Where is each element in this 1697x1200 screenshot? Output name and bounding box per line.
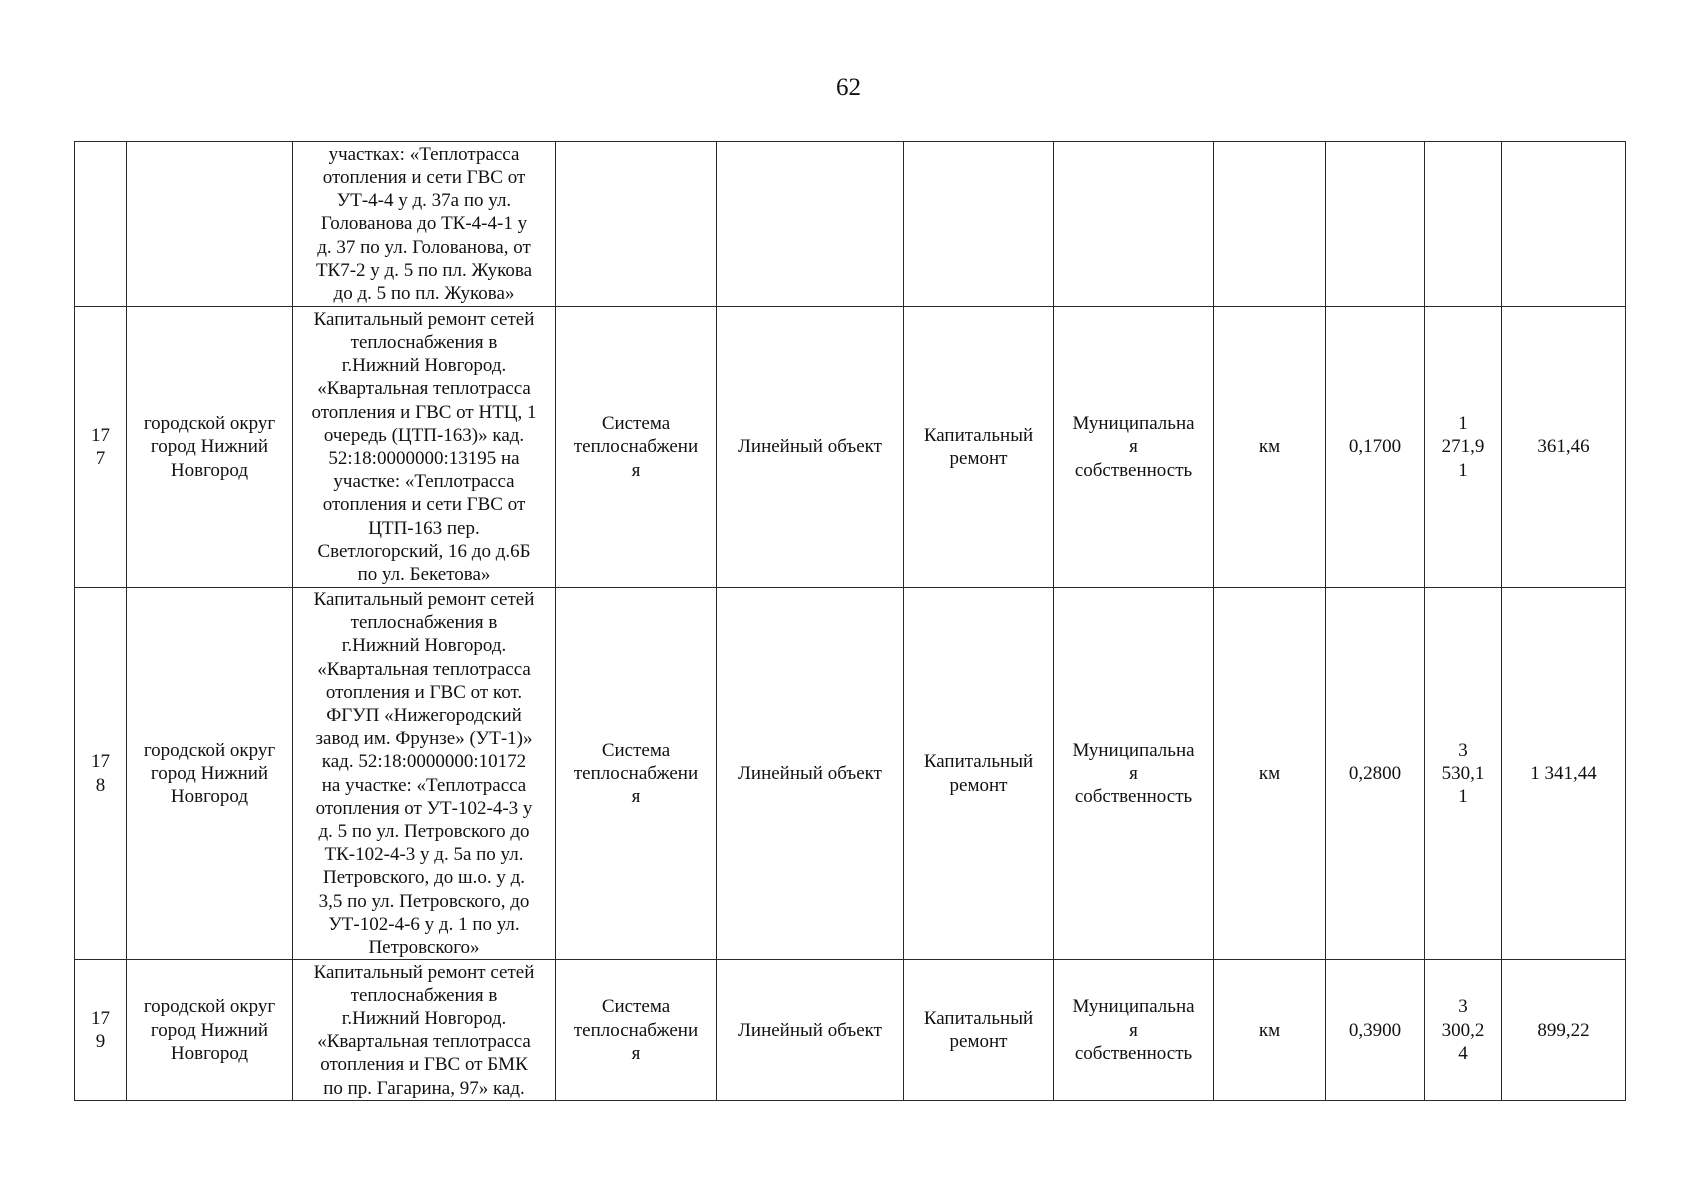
description-cell: Капитальный ремонт сетей теплоснабжения в г.Нижний Новгород. «Квартальная теплотрасса отопления и ГВС от НТЦ, 1 очередь (ЦТП-163)» кад. 52:18:0000000:13195 на участке: «Теплотрасса отопления и сети ГВС от ЦТП-163 пер. Светлогорский, 16 до д.6Б по ул. Бекетова» [293, 307, 556, 588]
ownership-cell [1054, 142, 1214, 307]
row-number: 17 8 [75, 588, 127, 960]
system-cell: Система теплоснабжени я [556, 307, 717, 588]
table-row [75, 307, 1626, 588]
municipality-cell: городской округ город Нижний Новгород [127, 307, 293, 588]
unit-cell: км [1214, 588, 1326, 960]
work-type-cell: Капитальный ремонт [904, 307, 1054, 588]
system-cell: Система теплоснабжени я [556, 588, 717, 960]
length-cell: 0,3900 [1326, 960, 1425, 1101]
unit-cell [1214, 142, 1326, 307]
length-cell [1326, 142, 1425, 307]
ownership-cell: Муниципальна я собственность [1054, 307, 1214, 588]
object-type-cell: Линейный объект [717, 960, 904, 1101]
unit-cell: км [1214, 307, 1326, 588]
cost-per-km-cell: 3 300,2 4 [1425, 960, 1502, 1101]
municipality-cell: городской округ город Нижний Новгород [127, 588, 293, 960]
municipality-cell: городской округ город Нижний Новгород [127, 960, 293, 1101]
description-cell: Капитальный ремонт сетей теплоснабжения в г.Нижний Новгород. «Квартальная теплотрасса отопления и ГВС от БМК по пр. Гагарина, 97» кад. [293, 960, 556, 1101]
object-type-cell: Линейный объект [717, 307, 904, 588]
length-cell: 0,2800 [1326, 588, 1425, 960]
ownership-cell: Муниципальна я собственность [1054, 960, 1214, 1101]
cost-per-km-cell [1425, 142, 1502, 307]
total-cost-cell: 1 341,44 [1502, 588, 1626, 960]
object-type-cell: Линейный объект [717, 588, 904, 960]
row-number [75, 142, 127, 307]
object-type-cell [717, 142, 904, 307]
description-cell: участках: «Теплотрасса отопления и сети ГВС от УТ-4-4 у д. 37а по ул. Голованова до ТК-4-4-1 у д. 37 по ул. Голованова, от ТК7-2 у д. 5 по пл. Жукова до д. 5 по пл. Жукова» [293, 142, 556, 307]
description-cell: Капитальный ремонт сетей теплоснабжения в г.Нижний Новгород. «Квартальная теплотрасса отопления и ГВС от кот. ФГУП «Нижегородский завод им. Фрунзе» (УТ-1)» кад. 52:18:0000000:10172 на участке: «Теплотрасса отопления от УТ-102-4-3 у д. 5 по ул. Петровского до ТК-102-4-3 у д. 5а по ул. Петровского, до ш.о. у д. 3,5 по ул. Петровского, до УТ-102-4-6 у д. 1 по ул. Петровского» [293, 588, 556, 960]
system-cell: Система теплоснабжени я [556, 960, 717, 1101]
cost-per-km-cell: 1 271,9 1 [1425, 307, 1502, 588]
total-cost-cell [1502, 142, 1626, 307]
system-cell [556, 142, 717, 307]
municipality-cell [127, 142, 293, 307]
row-number: 17 7 [75, 307, 127, 588]
table-row [75, 960, 1626, 1101]
investment-table [74, 141, 1626, 1101]
cost-per-km-cell: 3 530,1 1 [1425, 588, 1502, 960]
total-cost-cell: 899,22 [1502, 960, 1626, 1101]
table-row [75, 142, 1626, 307]
row-number: 17 9 [75, 960, 127, 1101]
work-type-cell: Капитальный ремонт [904, 960, 1054, 1101]
length-cell: 0,1700 [1326, 307, 1425, 588]
table-row [75, 588, 1626, 960]
page-number: 62 [836, 74, 861, 101]
total-cost-cell: 361,46 [1502, 307, 1626, 588]
work-type-cell: Капитальный ремонт [904, 588, 1054, 960]
unit-cell: км [1214, 960, 1326, 1101]
ownership-cell: Муниципальна я собственность [1054, 588, 1214, 960]
work-type-cell [904, 142, 1054, 307]
